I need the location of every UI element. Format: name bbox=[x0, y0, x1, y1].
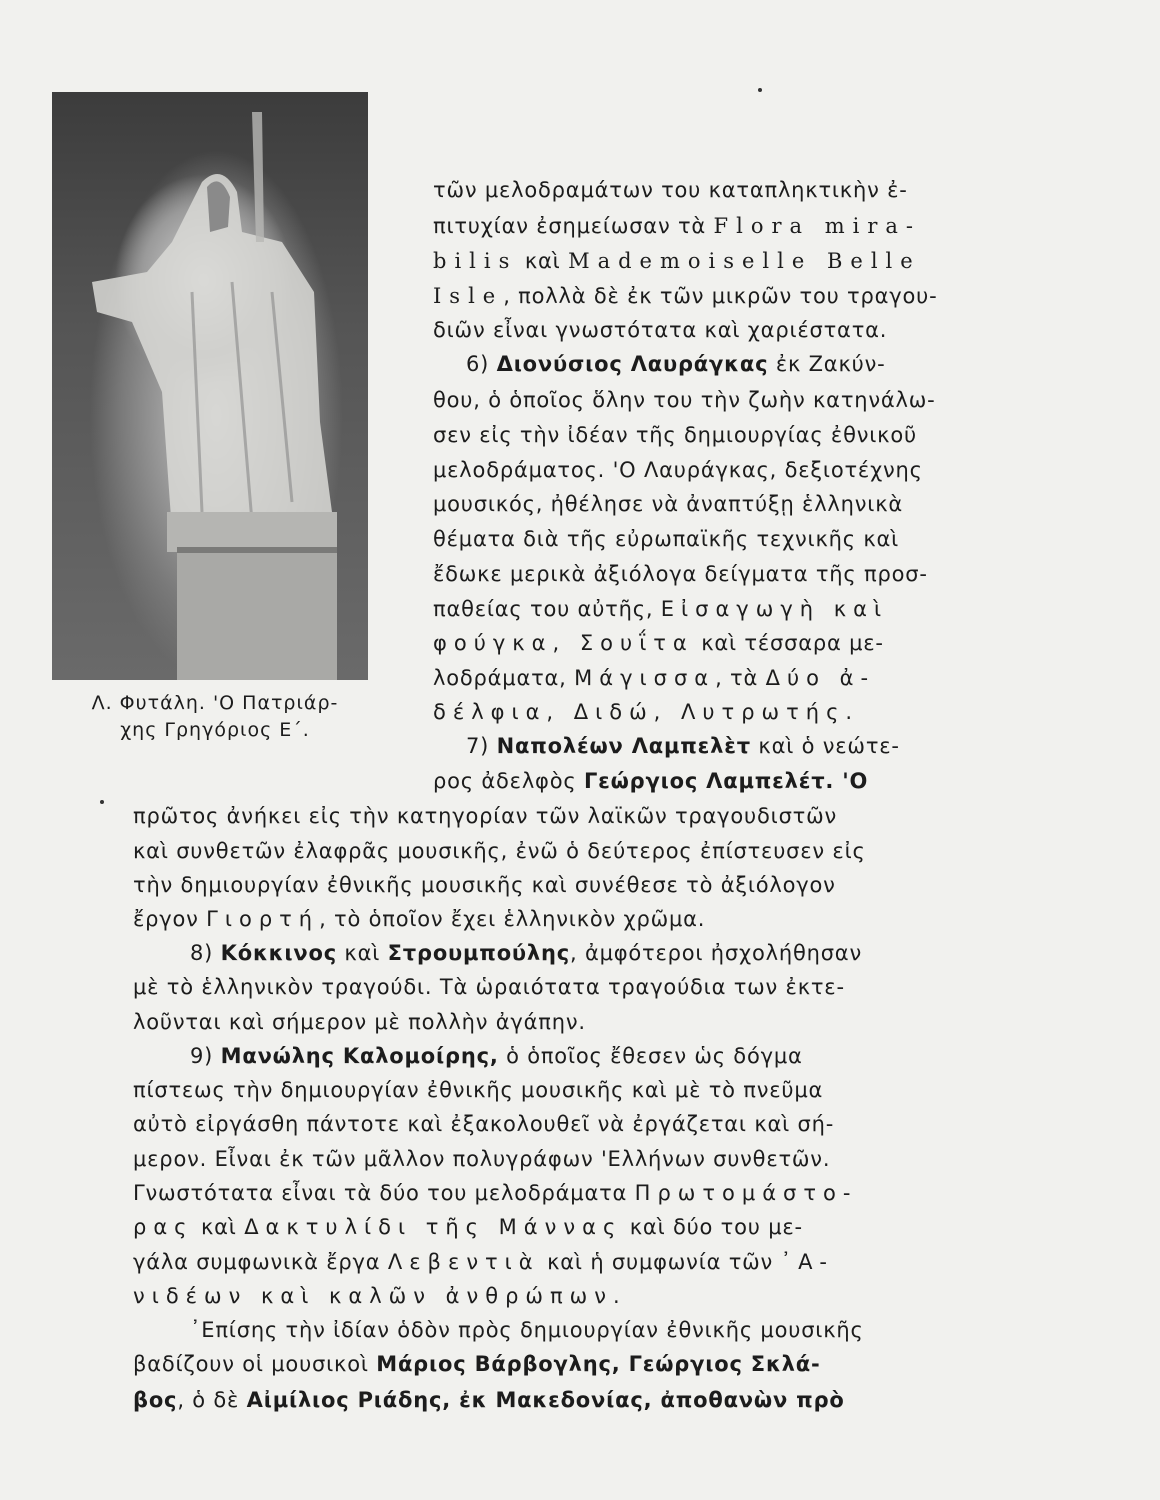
text-span: γάλα συμφωνικὰ ἔργα bbox=[133, 1250, 388, 1274]
item-number: 9) bbox=[190, 1044, 214, 1068]
text-line bbox=[433, 249, 921, 273]
work-title-giorti: Γιορτή bbox=[206, 907, 320, 931]
text-line bbox=[433, 214, 921, 238]
text-span: σεν εἰς τὴν ἰδέαν τῆς δημιουργίας ἐθνικοῦ bbox=[433, 423, 917, 447]
text-span: μουσικός, ἠθέλησε νὰ ἀναπτύξῃ ἑλληνικὰ bbox=[433, 492, 904, 516]
text-line bbox=[433, 318, 887, 342]
text-span: καὶ bbox=[336, 941, 388, 965]
text-span: ρος ἀδελφὸς bbox=[433, 769, 584, 793]
text-span: πίστεως τὴν δημιουργίαν ἐθνικῆς μουσικῆς καὶ μὲ τὸ πνεῦμα bbox=[133, 1078, 824, 1102]
text-line bbox=[133, 1010, 586, 1034]
text-line bbox=[190, 1318, 864, 1342]
text-line bbox=[190, 941, 862, 965]
text-line bbox=[433, 527, 899, 551]
composer-name-fragment: βος bbox=[133, 1388, 178, 1412]
work-title-protomastoras: Πρωτομάστο- bbox=[634, 1181, 858, 1205]
work-title-fragment: ᾿Α- bbox=[780, 1250, 835, 1274]
text-span: , τὸ ὁποῖον ἔχει ἑλληνικὸν χρῶμα. bbox=[319, 907, 706, 931]
text-span: καὶ συνθετῶν ἐλαφρᾶς μουσικῆς, ἐνῶ ὁ δεύτερος ἐπίστευσεν εἰς bbox=[133, 839, 866, 863]
text-span: πρῶτος ἀνήκει εἰς τὴν κατηγορίαν τῶν λαϊκῶν τραγουδιστῶν bbox=[133, 804, 838, 828]
text-line bbox=[133, 839, 866, 863]
text-span: 'Ο bbox=[834, 769, 869, 793]
text-line bbox=[133, 1112, 834, 1136]
text-line bbox=[133, 975, 845, 999]
text-line bbox=[133, 1284, 627, 1308]
work-title-flora-mirabilis: Flora mira- bbox=[713, 214, 921, 238]
text-span: καὶ bbox=[193, 1215, 245, 1239]
text-line bbox=[133, 1147, 830, 1171]
page-speck bbox=[758, 88, 762, 92]
item-number: 7) bbox=[466, 734, 490, 758]
text-span: βαδίζουν οἱ μουσικοὶ bbox=[133, 1352, 377, 1376]
text-span: καὶ ὁ νεώτε- bbox=[750, 734, 900, 758]
composer-names-varvoglis-sklavos: Μάριος Βάρβογλης, Γεώργιος Σκλά- bbox=[376, 1352, 821, 1376]
text-span: μὲ τὸ ἑλληνικὸν τραγούδι. Τὰ ὡραιότατα τραγούδια των ἐκτε- bbox=[133, 975, 845, 999]
work-titles-dido-lytrotis: δέλφια, Διδώ, Λυτρωτής. bbox=[433, 700, 860, 724]
work-title-daktylidi-tis-mannas: Δακτυλίδι τῆς Μάννας bbox=[244, 1215, 623, 1239]
composer-name-lavrangas: Διονύσιος Λαυράγκας bbox=[496, 352, 769, 376]
work-title-dyo-adelfia: Δύο ἀ- bbox=[765, 666, 876, 690]
work-title-anideon-kai-kalon-anthropon: νιδέων καὶ καλῶν ἀνθρώπων. bbox=[133, 1284, 627, 1308]
text-line bbox=[466, 352, 886, 376]
figure-caption bbox=[52, 690, 378, 744]
text-line bbox=[433, 284, 937, 308]
composer-name-riadis: Αἰμίλιος Ριάδης bbox=[246, 1388, 443, 1412]
text-span: παθείας του αὐτῆς, bbox=[433, 597, 661, 621]
composer-name-georgios-lambelet: Γεώργιος Λαμπελέτ. bbox=[583, 769, 835, 793]
text-span: Γνωστότατα εἶναι τὰ δύο του μελοδράματα bbox=[133, 1181, 635, 1205]
composer-name-kokkinos: Κόκκινος bbox=[220, 941, 337, 965]
text-line bbox=[133, 1078, 823, 1102]
item-number: 6) bbox=[466, 352, 490, 376]
text-span: καὶ τέσσαρα με- bbox=[693, 631, 884, 655]
text-span: καὶ ἡ συμφωνία τῶν bbox=[539, 1250, 781, 1274]
text-line bbox=[133, 804, 837, 828]
text-line bbox=[433, 492, 903, 516]
text-span: ἔργον bbox=[133, 907, 207, 931]
work-title-fouga-souita: φούγκα, Σουΐτα bbox=[433, 631, 694, 655]
text-span: θου, ὁ ὁποῖος ὅλην του τὴν ζωὴν κατηνάλω- bbox=[433, 388, 936, 412]
text-span: πιτυχίαν ἐσημείωσαν τὰ bbox=[433, 214, 714, 238]
text-line bbox=[133, 1388, 845, 1412]
item-number: 8) bbox=[190, 941, 214, 965]
text-line bbox=[433, 769, 868, 793]
text-span: ᾿Επίσης τὴν ἰδίαν ὁδὸν πρὸς δημιουργίαν ἐθνικῆς μουσικῆς bbox=[190, 1318, 864, 1342]
text-span: , τὰ bbox=[715, 666, 766, 690]
statue-image bbox=[52, 92, 368, 680]
work-title-fragment: Isle bbox=[433, 284, 504, 308]
text-line bbox=[133, 1250, 834, 1274]
text-line bbox=[133, 1215, 803, 1239]
text-span: διῶν εἶναι γνωστότατα καὶ χαριέστατα. bbox=[433, 318, 888, 342]
text-line bbox=[433, 458, 923, 482]
text-line bbox=[433, 700, 859, 724]
text-line bbox=[433, 666, 875, 690]
text-line bbox=[433, 631, 884, 655]
composer-name-napoleon-lambelet: Ναπολέων Λαμπελὲτ bbox=[496, 734, 751, 758]
text-line bbox=[133, 873, 836, 897]
text-span: , ἀμφότεροι ἠσχολήθησαν bbox=[570, 941, 862, 965]
text-line bbox=[466, 734, 900, 758]
text-line bbox=[433, 597, 888, 621]
text-span: , πολλὰ δὲ ἐκ τῶν μικρῶν του τραγου- bbox=[503, 284, 938, 308]
text-span: , ὁ δὲ bbox=[177, 1388, 247, 1412]
text-span: ὁ ὁποῖος ἔθεσεν ὡς δόγμα bbox=[498, 1044, 803, 1068]
page-speck bbox=[100, 800, 104, 804]
text-line bbox=[190, 1044, 803, 1068]
caption-line-1: Λ. Φυτάλη. 'Ο Πατριάρ- bbox=[91, 692, 339, 714]
text-line bbox=[133, 1181, 857, 1205]
text-span: λοδράματα, bbox=[433, 666, 575, 690]
text-span: καὶ bbox=[517, 249, 569, 273]
text-span: λοῦνται καὶ σήμερον μὲ πολλὴν ἀγάπην. bbox=[133, 1010, 586, 1034]
text-span: , ἐκ Μακεδονίας, ἀποθανὼν πρὸ bbox=[442, 1388, 845, 1412]
text-line bbox=[433, 562, 928, 586]
work-title-magissa: Μάγισσα bbox=[574, 666, 716, 690]
text-span: αὐτὸ εἰργάσθη πάντοτε καὶ ἐξακολουθεῖ νὰ ἐργάζεται καὶ σή- bbox=[133, 1112, 835, 1136]
text-span: ἔδωκε μερικὰ ἀξιόλογα δείγματα τῆς προσ- bbox=[433, 562, 928, 586]
composer-name-kalomiris: Μανώλης Καλομοίρης, bbox=[220, 1044, 499, 1068]
text-span: καὶ δύο του με- bbox=[622, 1215, 803, 1239]
work-title-mademoiselle-belle-isle: Mademoiselle Belle bbox=[568, 249, 921, 273]
text-span: τῶν μελοδραμάτων του καταπληκτικὴν ἐ- bbox=[433, 178, 908, 202]
work-title-fragment: bilis bbox=[433, 249, 518, 273]
statue-photograph bbox=[52, 92, 368, 680]
text-span: μερον. Εἶναι ἐκ τῶν μᾶλλον πολυγράφων 'Ελλήνων συνθετῶν. bbox=[133, 1147, 831, 1171]
text-span: ἐκ Ζακύν- bbox=[768, 352, 886, 376]
work-title-fragment: ρας bbox=[133, 1215, 194, 1239]
text-span: θέματα διὰ τῆς εὐρωπαϊκῆς τεχνικῆς καὶ bbox=[433, 527, 900, 551]
work-title-eisagogi: Εἰσαγωγὴ καὶ bbox=[660, 597, 889, 621]
text-line bbox=[433, 423, 917, 447]
text-line bbox=[433, 388, 936, 412]
text-line bbox=[133, 907, 705, 931]
text-line bbox=[433, 178, 908, 202]
composer-name-stroumboulis: Στρουμπούλης bbox=[387, 941, 570, 965]
text-span: τὴν δημιουργίαν ἐθνικῆς μουσικῆς καὶ συνέθεσε τὸ ἀξιόλογον bbox=[133, 873, 836, 897]
text-span: μελοδράματος. 'Ο Λαυράγκας, δεξιοτέχνης bbox=[433, 458, 923, 482]
caption-line-2: χης Γρηγόριος Ε΄. bbox=[120, 719, 310, 741]
text-line bbox=[133, 1352, 821, 1376]
work-title-leventia: Λεβεντιὰ bbox=[387, 1250, 540, 1274]
